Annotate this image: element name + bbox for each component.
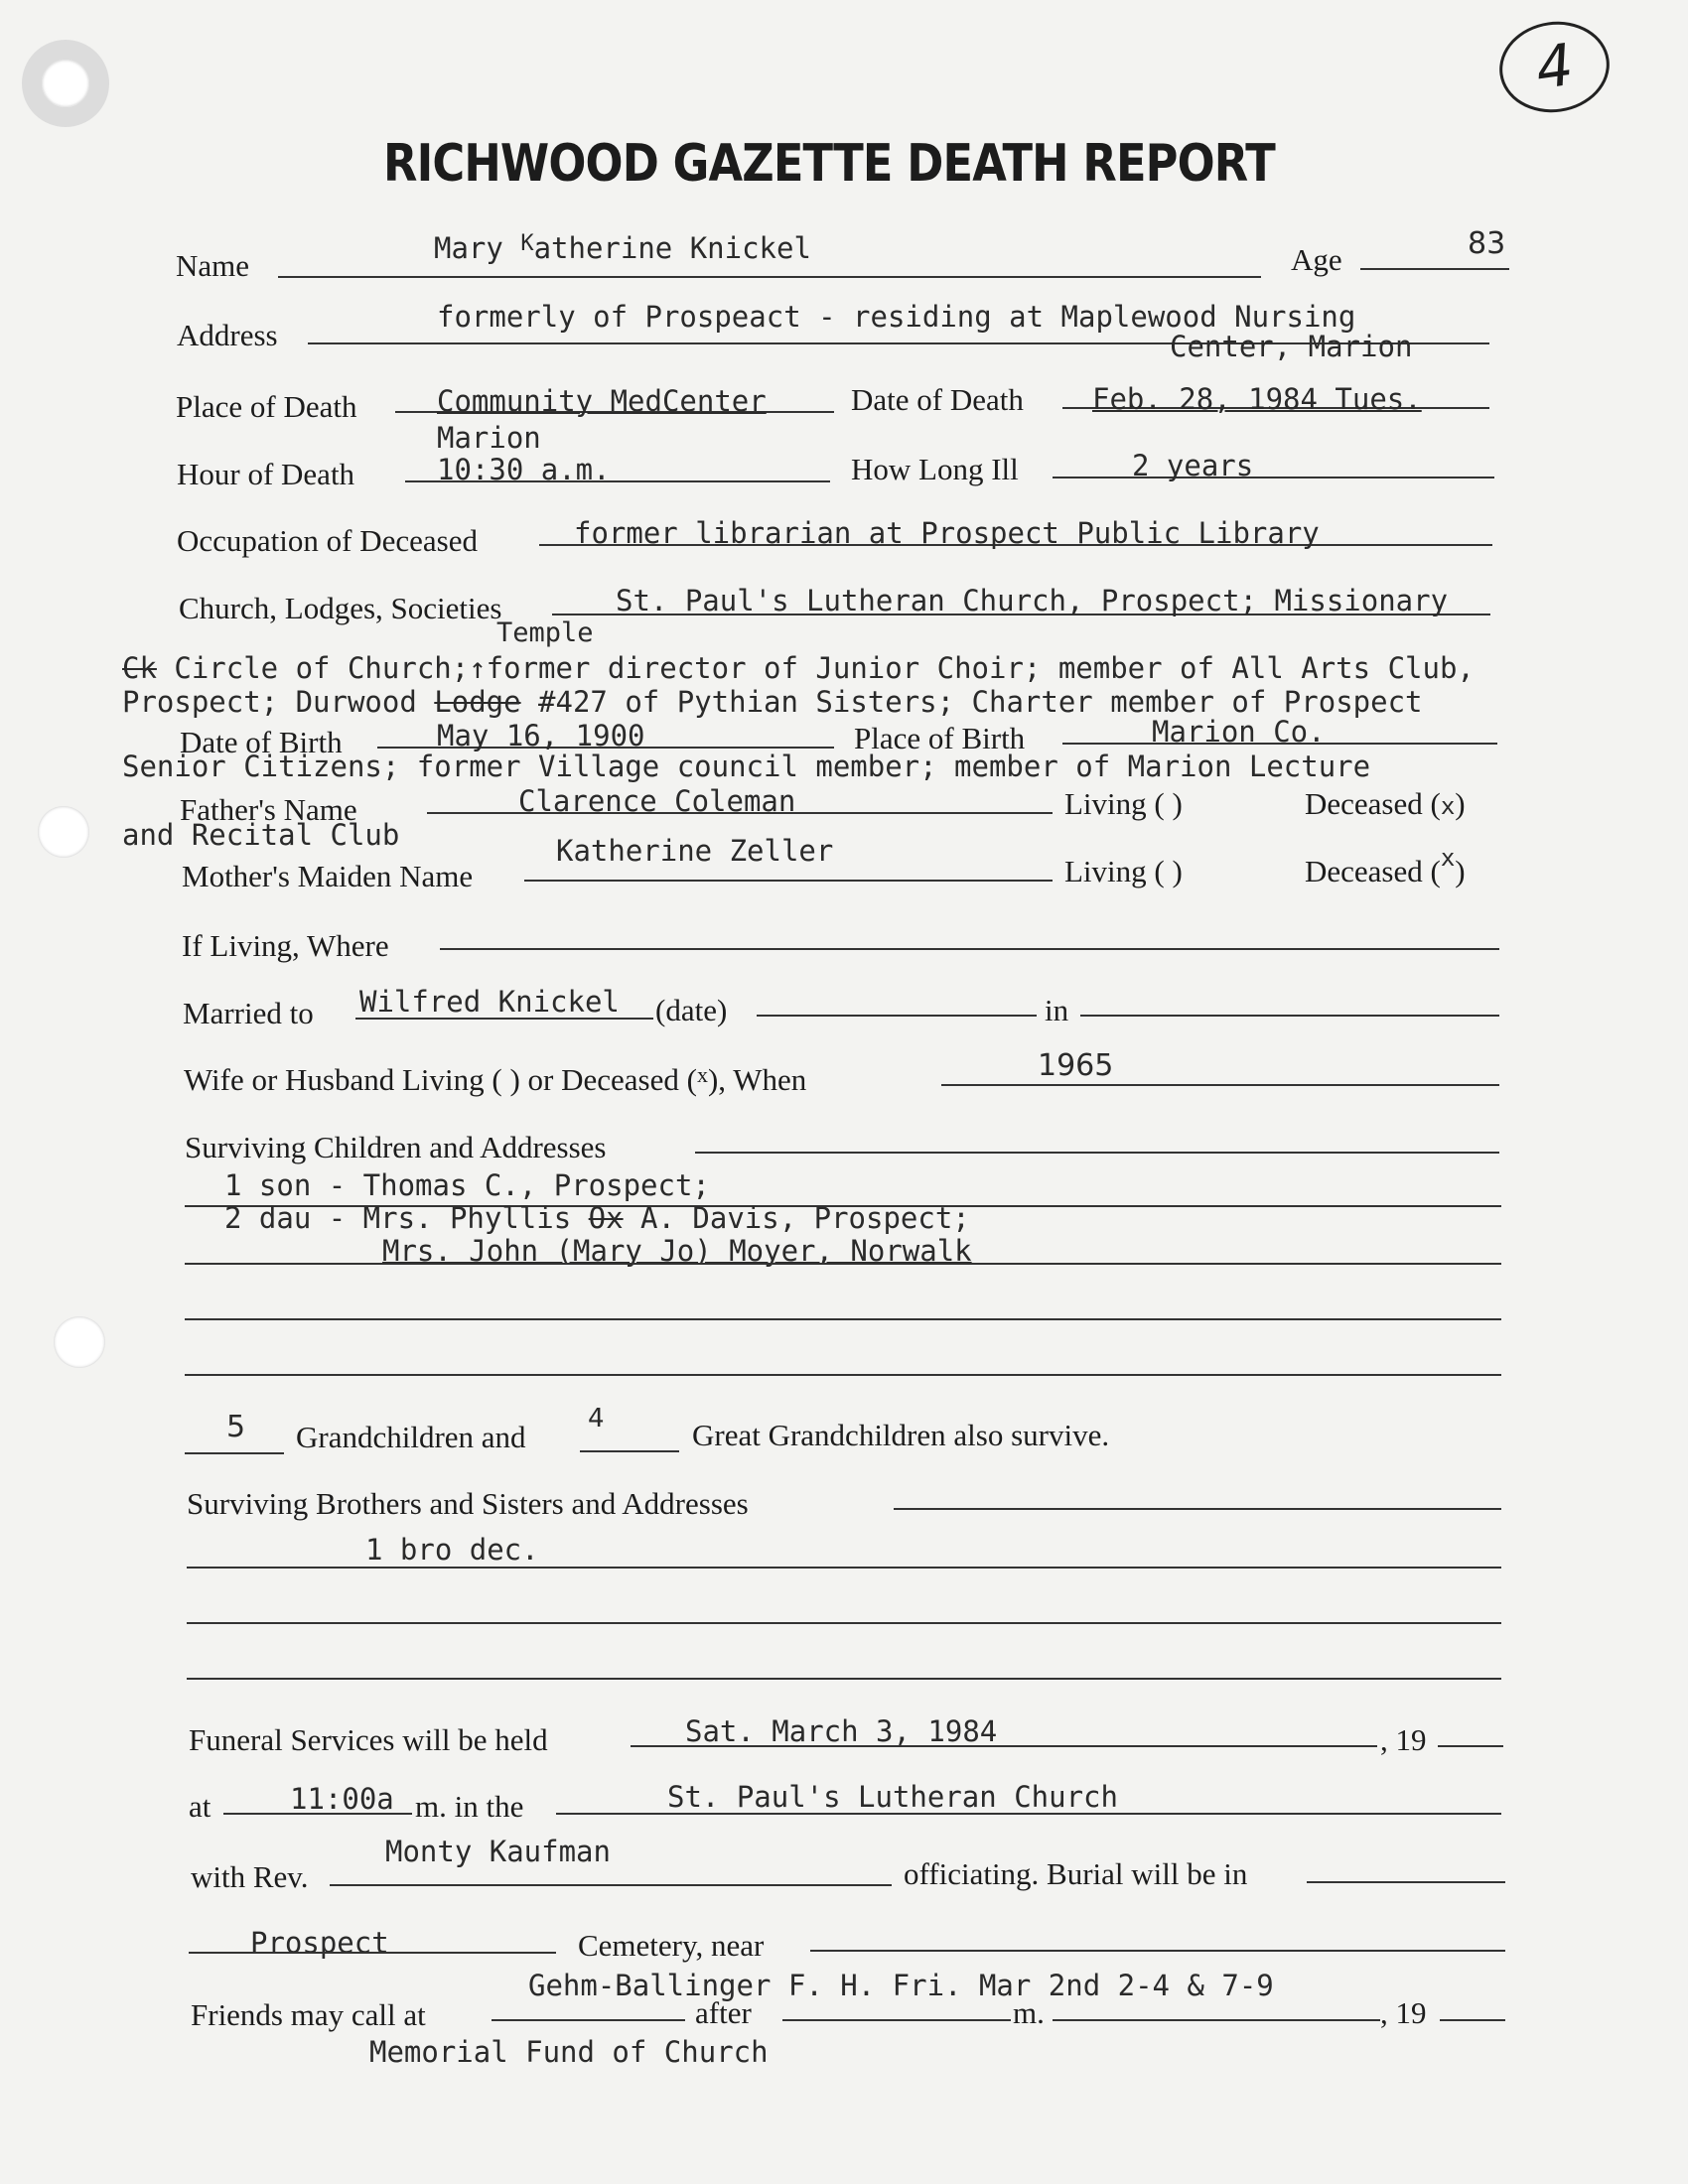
children-line-3: Mrs. John (Mary Jo) Moyer, Norwalk	[382, 1234, 972, 1268]
fathers-name-value: Clarence Coleman	[518, 784, 796, 818]
age-value: 83	[1468, 226, 1506, 261]
date-of-birth-label: Date of Birth	[180, 725, 343, 759]
place-of-death-city: Marion	[437, 421, 541, 455]
after-label: after	[695, 1995, 752, 2030]
address-value-line2: Center, Marion	[1170, 330, 1413, 363]
m-label: m.	[1013, 1995, 1045, 2030]
rev-value: Monty Kaufman	[385, 1835, 611, 1868]
place-of-death-value: Community MedCenter	[437, 384, 767, 418]
name-value: Mary $^K$atherine Knickel	[434, 231, 811, 265]
place-of-birth-label: Place of Birth	[854, 721, 1026, 755]
surviving-siblings-line-1	[894, 1508, 1501, 1510]
great-grandchildren-count: 4	[588, 1404, 605, 1433]
children-line-2: 2 dau - Mrs. Phyllis Ox A. Davis, Prospect;	[224, 1201, 970, 1235]
how-long-ill-line	[1053, 477, 1494, 478]
spouse-when-line	[941, 1084, 1499, 1086]
age-line	[1360, 268, 1509, 270]
married-in-label: in	[1045, 993, 1069, 1027]
surviving-children-label: Surviving Children and Addresses	[185, 1130, 607, 1164]
funeral-year-line	[1438, 1745, 1503, 1747]
funeral-place-value: St. Paul's Lutheran Church	[667, 1780, 1118, 1814]
mother-living-checkbox: Living ( )	[1064, 854, 1183, 888]
grandchildren-line	[185, 1452, 284, 1454]
cemetery-near-label: Cemetery, near	[578, 1928, 765, 1963]
burial-cemetery-line	[189, 1952, 556, 1954]
mothers-maiden-name-label: Mother's Maiden Name	[182, 859, 474, 893]
church-value-line1: St. Paul's Lutheran Church, Prospect; Missionary	[616, 584, 1449, 617]
friends-call-line	[492, 2019, 685, 2021]
how-long-ill-value: 2 years	[1132, 449, 1254, 482]
place-of-birth-value: Marion Co.	[1152, 715, 1326, 749]
after-line	[782, 2019, 1011, 2021]
spouse-status-label: Wife or Husband Living ( ) or Deceased ($^x$), When	[184, 1062, 807, 1097]
occupation-label: Occupation of Deceased	[177, 523, 478, 558]
rev-line	[330, 1884, 892, 1886]
address-value-line1: formerly of Prospeact - residing at Maplewood Nursing	[437, 300, 1356, 334]
memorial-value: Memorial Fund of Church	[369, 2035, 769, 2069]
if-living-where-label: If Living, Where	[182, 928, 389, 963]
great-grandchildren-line	[580, 1450, 679, 1452]
surviving-siblings-line-4	[187, 1678, 1501, 1680]
insertion-caret: ↑	[469, 651, 487, 685]
with-rev-label: with Rev.	[191, 1859, 309, 1894]
place-of-death-label: Place of Death	[176, 389, 357, 424]
married-to-value: Wilfred Knickel	[359, 985, 620, 1019]
punch-hole-top	[22, 40, 109, 127]
grandchildren-count: 5	[226, 1410, 246, 1444]
church-value-line2: Ck Circle of Church;↑former director of Junior Choir; member of All Arts Club,	[122, 651, 1475, 685]
church-value-line4: Senior Citizens; former Village council member; member of Marion Lecture	[122, 750, 1371, 783]
surviving-siblings-line-3	[187, 1622, 1501, 1624]
friends-date-line	[1053, 2019, 1380, 2021]
funeral-time-value: 11:00a	[290, 1782, 394, 1816]
visitation-value: Gehm-Ballinger F. H. Fri. Mar 2nd 2-4 & 7-9	[528, 1969, 1274, 2002]
surviving-children-line-5	[185, 1374, 1501, 1376]
name-line	[278, 276, 1261, 278]
age-label: Age	[1291, 242, 1342, 277]
burial-line	[1307, 1881, 1505, 1883]
punch-hole-bottom	[54, 1316, 105, 1368]
surviving-siblings-label: Surviving Brothers and Sisters and Addresses	[187, 1486, 749, 1521]
occupation-value: former librarian at Prospect Public Library	[574, 516, 1320, 550]
married-date-label: (date)	[655, 993, 728, 1027]
punch-hole-middle	[38, 806, 89, 858]
spouse-death-year: 1965	[1038, 1048, 1114, 1083]
friends-year-label: , 19	[1380, 1995, 1427, 2030]
date-of-death-value: Feb. 28, 1984 Tues.	[1092, 382, 1422, 416]
funeral-date-value: Sat. March 3, 1984	[685, 1714, 998, 1748]
grandchildren-label: Grandchildren and	[296, 1420, 526, 1454]
page-title: RICHWOOD GAZETTE DEATH REPORT	[383, 134, 1275, 194]
married-in-line	[1080, 1015, 1499, 1017]
surviving-children-line-3	[185, 1263, 1501, 1265]
married-to-label: Married to	[183, 996, 314, 1030]
siblings-value: 1 bro dec.	[365, 1533, 539, 1567]
church-label: Church, Lodges, Societies	[179, 591, 502, 625]
mother-deceased-checkbox: Deceased ($^x$)	[1305, 844, 1466, 888]
if-living-where-line	[440, 948, 1499, 950]
date-of-birth-value: May 16, 1900	[437, 719, 645, 752]
father-deceased-checkbox: Deceased (x)	[1305, 786, 1466, 821]
children-line-1: 1 son - Thomas C., Prospect;	[224, 1168, 710, 1202]
name-label: Name	[176, 248, 250, 283]
date-of-death-label: Date of Death	[851, 382, 1024, 417]
married-date-line	[757, 1015, 1037, 1017]
fathers-name-label: Father's Name	[180, 792, 357, 827]
church-value-line3: Prospect; Durwood Lodge #427 of Pythian Sisters; Charter member of Prospect	[122, 685, 1423, 719]
mothers-maiden-name-value: Katherine Zeller	[556, 834, 834, 868]
funeral-at-label: at	[189, 1789, 211, 1824]
friends-year-line	[1440, 2019, 1505, 2021]
church-value-line5: and Recital Club	[122, 818, 400, 852]
surviving-children-line-4	[185, 1318, 1501, 1320]
how-long-ill-label: How Long Ill	[851, 452, 1019, 486]
church-insert-word: Temple	[496, 617, 594, 648]
officiating-label: officiating. Burial will be in	[904, 1856, 1248, 1891]
surviving-siblings-line-2	[187, 1567, 1501, 1569]
friends-may-call-label: Friends may call at	[191, 1997, 426, 2032]
great-grandchildren-label: Great Grandchildren also survive.	[692, 1418, 1110, 1452]
funeral-year-label: , 19	[1380, 1722, 1427, 1757]
address-label: Address	[177, 318, 278, 352]
mothers-maiden-name-line	[524, 880, 1053, 882]
father-living-checkbox: Living ( )	[1064, 786, 1183, 821]
hour-of-death-value: 10:30 a.m.	[437, 453, 611, 486]
surviving-children-line-1	[695, 1152, 1499, 1154]
cemetery-near-line	[810, 1950, 1505, 1952]
burial-value: Prospect	[250, 1926, 389, 1960]
page-number-circled: 4	[1493, 15, 1616, 120]
m-in-the-label: m. in the	[415, 1789, 524, 1824]
funeral-services-label: Funeral Services will be held	[189, 1722, 548, 1757]
hour-of-death-label: Hour of Death	[177, 457, 355, 491]
